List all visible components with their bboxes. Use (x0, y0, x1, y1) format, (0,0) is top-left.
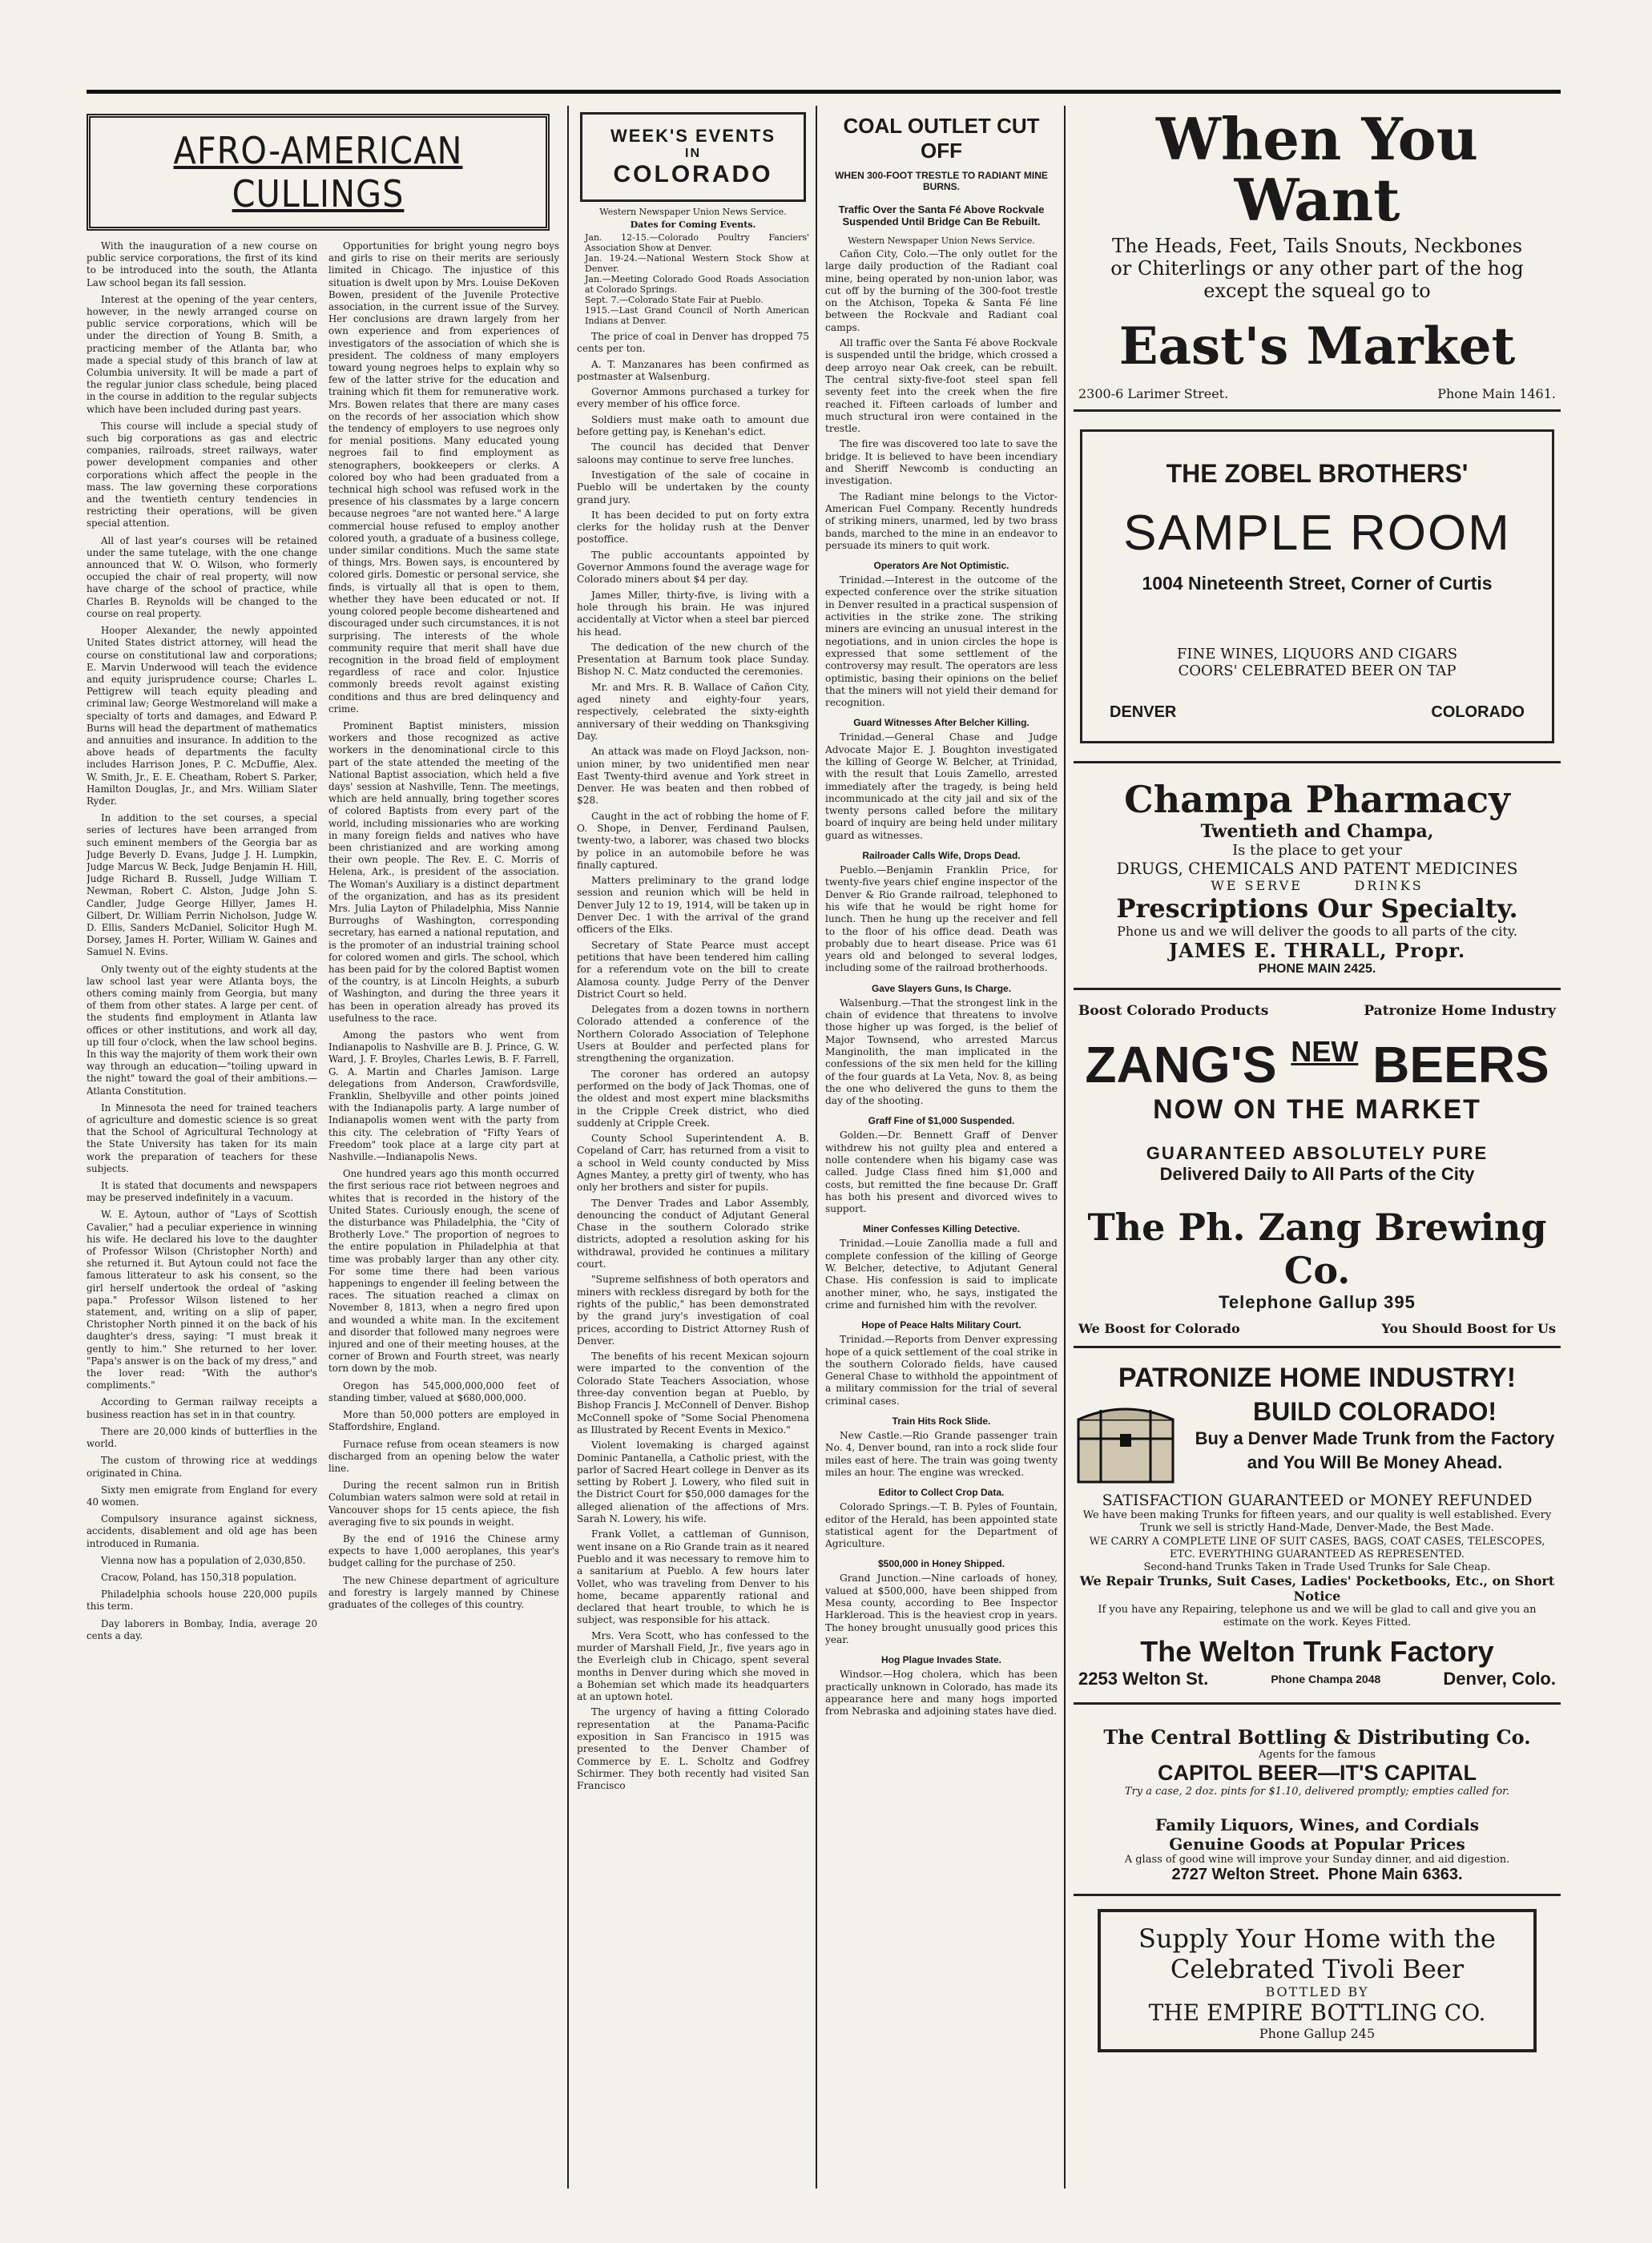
news-item-heading: Graff Fine of $1,000 Suspended. (868, 1115, 1015, 1127)
champa-line2: DRUGS, CHEMICALS AND PATENT MEDICINES (1116, 859, 1518, 879)
zang-headline-new: NEW (1291, 1035, 1359, 1069)
east-market-name: East's Market (1118, 316, 1516, 377)
tivoli-line2: Celebrated Tivoli Beer (1170, 1954, 1465, 1985)
zang-top-left: Boost Colorado Products (1078, 1003, 1269, 1020)
welton-phone: Phone Champa 2048 (1271, 1672, 1381, 1685)
news-paragraph: Caught in the act of robbing the home of F. O. Shope, in Denver, Ferdinand Paulsen, twenty-two, a laborer, was chased two blocks by police in an automobile before he was finally captured. (577, 810, 809, 871)
news-paragraph: Soldiers must make oath to amount due before getting pay, is Kenehan's edict. (577, 413, 809, 438)
article-paragraph: During the recent salmon run in British Columbian waters salmon were sold at retail in Vancouver shops for 15 cents apiece, the fish averaging five to six pounds in weight. (328, 1480, 559, 1528)
news-item-heading: Miner Confesses Killing Detective. (862, 1223, 1021, 1235)
news-item-heading: $500,000 in Honey Shipped. (877, 1558, 1005, 1570)
afro-american-cullings-section (87, 106, 559, 2189)
coal-deck: WHEN 300-FOOT TRESTLE TO RADIANT MINE BURNS. (835, 170, 1048, 192)
zang-guaranteed: GUARANTEED ABSOLUTELY PURE (1146, 1143, 1489, 1164)
article-paragraph: The custom of throwing rice at weddings originated in China. (87, 1455, 317, 1479)
article-paragraph: Interest at the opening of the year centers, however, in the newly arranged course on public service corporations, which will be under the direction of Young B. Smith, a practicing member of the Atlanta bar, who made a special study of this branch of law at Columbia university. It will be made a part of the regular junior class schedule, being placed in the course in addition to the regular subjects which have been included during past years. (87, 293, 317, 415)
news-paragraph: Mrs. Vera Scott, who has confessed to the murder of Marshall Field, Jr., five years ago in the Everleigh club in Chicago, spent several months in Denver during which she moved in a Bohemian set which made its headquarters at an uptown hotel. (577, 1629, 809, 1703)
zobel-state: COLORADO (1431, 703, 1525, 722)
news-paragraph: County School Superintendent A. B. Copeland of Carr, has returned from a visit to a school in Weld county conducted by Miss Agnes Mantey, a pretty girl of twenty, who has only her brothers and sister for pupils. (577, 1133, 809, 1194)
news-paragraph: The urgency of having a fitting Colorado representation at the Panama-Pacific exposition in San Francisco in 1915 was presented to the Denver Chamber of Commerce by E. L. Scholtz and Godfrey Schirmer. They both recently had visited San Francisco (577, 1706, 809, 1792)
welton-secondhand: Second-hand Trunks Taken in Trade Used Trunks for Sale Cheap. (1143, 1561, 1491, 1574)
news-item-heading: Railroader Calls Wife, Drops Dead. (862, 850, 1021, 862)
tivoli-phone: Phone Gallup 245 (1259, 2026, 1376, 2042)
news-paragraph: All traffic over the Santa Fé above Rockvale is suspended until the bridge, which crossed a deep arroyo near Oak creek, can be rebuilt. The central sixty-five-foot steel span fell seventy feet into the creek when the fire reached it. Fifteen carloads of lumber and much structural iron were contained in the trestle. (825, 337, 1058, 435)
news-item-text: Trinidad.—General Chase and Judge Advocate Major E. J. Boughton investigated the killing of George W. Belcher, at Trinidad, with the result that Louis Zamello, arrested immediately after the tragedy, is being held incommunicado at the city jail and six of the twenty persons called before the military board of inquiry are being held under military guard as witnesses. (825, 731, 1058, 841)
column-rule (567, 106, 569, 2189)
advertisements-column (1074, 106, 1561, 2189)
central-bottling-ad (1074, 1705, 1561, 1896)
article-paragraph: Sixty men emigrate from England for every 40 women. (87, 1484, 317, 1508)
welton-quality: We have been making Trunks for fifteen years, and our quality is well established. Every Trunk we sell is strictly Hand-Made, Denver-Made, the Best Made. (1082, 1509, 1552, 1535)
coal-outlet-section (825, 106, 1058, 2189)
news-paragraph: Governor Ammons purchased a turkey for every member of his office force. (577, 386, 809, 410)
event-date-item: Jan.—Meeting Colorado Good Roads Association at Colorado Springs. (585, 274, 809, 295)
article-paragraph: Vienna now has a population of 2,030,850. (101, 1554, 306, 1566)
welton-patronize: PATRONIZE HOME INDUSTRY! (1118, 1363, 1517, 1394)
tivoli-empire: THE EMPIRE BOTTLING CO. (1148, 1999, 1486, 2027)
coal-deck-2: Traffic Over the Santa Fé Above Rockvale Suspended Until Bridge Can Be Rebuilt. (838, 203, 1045, 228)
welton-estimate: If you have any Repairing, telephone us and we will be glad to call and give you an estimate on the work. Keyes Fitted. (1098, 1604, 1537, 1629)
news-paragraph: The Denver Trades and Labor Assembly, denouncing the conduct of Adjutant General Chase in the southern Colorado strike districts, adopted a resolution asking for his withdrawal, provided he continues a military court. (577, 1197, 809, 1270)
dates-heading: Dates for Coming Events. (630, 219, 756, 230)
champa-line3: WE SERVE DRINKS (1211, 878, 1424, 894)
east-market-ad (1074, 106, 1561, 412)
zobel-ad-box (1080, 429, 1554, 743)
article-paragraph: Philadelphia schools house 220,000 pupils this term. (87, 1589, 317, 1613)
news-service-credit: Western Newspaper Union News Service. (599, 207, 787, 217)
news-paragraph: Violent lovemaking is charged against Dominic Pantanella, a Catholic priest, with the parlor of Sacred Heart college in Denver as its setting by Robert J. Lowery, who filed suit in the District Court for $50,000 damages for the alleged alienation of the affections of Mrs. Sarah N. Lowery, his wife. (577, 1440, 809, 1525)
news-paragraph: James Miller, thirty-five, is living with a hole through his brain. He was injured accidentally at Victor when a steel bar pierced his head. (577, 589, 809, 638)
champa-specialty: Prescriptions Our Specialty. (1116, 893, 1518, 924)
east-address: 2300-6 Larimer Street. (1078, 386, 1229, 402)
article-paragraph: In Minnesota the need for trained teachers of agriculture and domestic science is so great that the School of Agricultural Technology at the State University has taken for its main work the preparation of teachers for these subjects. (87, 1101, 317, 1174)
news-paragraph: A. T. Manzanares has been confirmed as postmaster at Walsenburg. (577, 358, 809, 382)
event-date-item: Sept. 7.—Colorado State Fair at Pueblo. (585, 295, 764, 305)
zobel-address: 1004 Nineteenth Street, Corner of Curtis (1142, 573, 1493, 594)
article-paragraph: One hundred years ago this month occurred the first serious race riot between negroes and whites that is recorded in the history of the United States. Curiously enough, the scene of the disturbance was Philadelphia, the "City of Brotherly Love." The proportion of negroes to the entire population in Philadelphia at that time was probably larger than any other city. For some time there had been various happenings to engender ill feeling between the races. The situation reached a climax on November 8, 1813, when a negro fired upon and wounded a white man. In the excitement and disorder that followed many negroes were injured and one of their meeting houses, at the corner of Brown and Fourth street, was nearly torn down by the mob. (328, 1168, 559, 1375)
article-paragraph: This course will include a special study of such big corporations as gas and electric companies, railroads, street railways, water power development companies and other corporations which affect the people in the mass. The law governing these corporations and the twentieth century tendencies in restricting their operations, will be given special attention. (87, 420, 317, 530)
news-item-text: Trinidad.—Interest in the outcome of the expected conference over the strike situation in Denver resulted in a practical suspension of activities in the strike zone. The striking miners are evincing an unusual interest in the negotiations, and in union circles the hope is expressed that some settlement of the controversy may result. The operators are less optimistic, basing their opinions on the belief that the miners will not yield their demand for recognition. (825, 574, 1058, 709)
welton-trunk-ad (1074, 1348, 1561, 1705)
article-paragraph: Day laborers in Bombay, India, average 20 cents a day. (87, 1617, 317, 1641)
news-item-text: Colorado Springs.—T. B. Pyles of Fountain, editor of the Herald, has been appointed state statistical agent for the Department of Agriculture. (825, 1501, 1058, 1550)
article-paragraph: More than 50,000 potters are employed in Staffordshire, England. (328, 1409, 559, 1433)
news-paragraph: The benefits of his recent Mexican sojourn were imparted to the convention of the Colorado State Teachers Association, whose three-day convention began at Pueblo, by Bishop Francis J. McConnell of Denver. Bishop McConnell spoke of "Some Social Phenomena as Illustrated by Recent Events in Mexico." (577, 1351, 809, 1436)
welton-buy: Buy a Denver Made Trunk from the Factory and You Will Be Money Ahead. (1195, 1428, 1555, 1472)
zobel-wines: FINE WINES, LIQUORS AND CIGARS (1176, 646, 1458, 663)
zang-headline (1074, 1035, 1561, 1094)
news-item-text: Trinidad.—Reports from Denver expressing hope of a quick settlement of the coal strike in the southern Colorado fields, have caused General Chase to withhold the appointment of a military commission for the trial of several criminal cases. (825, 1334, 1058, 1407)
article-paragraph: Opportunities for bright young negro boys and girls to rise on their merits are seriously limited in Chicago. The injustice of this situation is dwelt upon by Mrs. Louise DeKoven Bowen, president of the Juvenile Protective association, in the current issue of the Survey. Her conclusions are drawn largely from her own experience and from experiences of investigators of the association of which she is president. The coldness of many employers toward young negroes helps to explain why so few of the latter strive for the education and training which fit them for remunerative work. Mrs. Bowen relates that there are many cases on the records of her association which show the tendency of employers to use negroes only for menial positions. Many educated young negroes fail to find employment as stenographers, bookkeepers or clerks. A colored boy who had been graduated from a technical high school was refused work in the presence of his classmates by a large concern because negroes "are not wanted here." A large commercial house refused to employ another colored youth, a graduate of a business college, under similar conditions. Much the same state of things, Mrs. Bowen says, is encountered by colored girls. Domestic or personal service, she finds, is virtually all that is open to them, whether they have been educated or not. If young colored people become disheartened and discouraged under such circumstances, it is not surprising. The interests of the whole community require that merit shall have due recognition in the broad field of employment regardless of race and color. Injustice commonly breeds revolt against existing conditions and thus are bred delinquency and crime. (328, 240, 559, 715)
weeks-events-title-line1: WEEK'S EVENTS (610, 126, 776, 146)
weeks-events-title-line2: IN (685, 147, 701, 160)
zang-bottom-right: You Should Boost for Us (1381, 1321, 1556, 1337)
east-phone: Phone Main 1461. (1437, 386, 1556, 402)
news-paragraph: Cañon City, Colo.—The only outlet for the large daily production of the Radiant coal mine, being operated by non-union labor, was cut off by the burning of the 300-foot trestle on the Atchison, Topeka & Santa Fé line between the Rockvale and Radiant coal camps. (825, 248, 1058, 333)
cullings-title-box (87, 114, 550, 231)
welton-name: The Welton Trunk Factory (1140, 1634, 1494, 1668)
champa-line1: Is the place to get your (1232, 842, 1402, 860)
weeks-events-title-box (580, 112, 806, 202)
tivoli-bottled-by: BOTTLED BY (1265, 1984, 1369, 2000)
article-paragraph: With the inauguration of a new course on public service corporations, the first of its kind to be introduced into the south, the Atlanta Law school began its fall session. (87, 240, 317, 288)
article-paragraph: Cracow, Poland, has 150,318 population. (101, 1571, 297, 1583)
news-item-heading: Guard Witnesses After Belcher Killing. (853, 717, 1029, 729)
news-paragraph: The dedication of the new church of the Presentation at Barnum took place Sunday. Bishop N. C. Matz conducted the ceremonies. (577, 641, 809, 678)
east-ad-line2: The Heads, Feet, Tails Snouts, Neckbones (1111, 235, 1523, 258)
news-paragraph: The council has decided that Denver saloons may continue to serve free lunches. (577, 441, 809, 465)
article-paragraph: By the end of 1916 the Chinese army expects to have 1,000 aeroplanes, this year's budget calling for the purchase of 250. (328, 1532, 559, 1569)
article-paragraph: Prominent Baptist ministers, mission workers and those recognized as active workers in the denominational circle to this part of the state attended the meeting of the National Baptist association, which held a five days' session at Nashville, Tenn. The meetings, which are held annually, bring together scores of colored Baptists from every part of the world, including missionaries who are working in many foreign fields and natives who have been christianized and are working among their own people. The Rev. E. C. Morris of Helena, Ark., is president of the association. The Woman's Auxiliary is a distinct department of the organization, and has as its president Mrs. Julia Layton of Philadelphia, Miss Nannie Burroughs of Washington, corresponding secretary, has earned a national reputation, and is the promoter of an industrial training school for colored women and girls. The school, which has been paid for by the colored Baptist women of the country, is at Lincoln Heights, a suburb of Washington, and during the three years it has been in operation already has proved its usefulness to the race. (328, 719, 559, 1024)
news-item-heading: Gave Slayers Guns, Is Charge. (871, 982, 1012, 994)
article-paragraph: Furnace refuse from ocean steamers is now discharged from an opening below the water line. (328, 1438, 559, 1474)
cullings-subcolumn-right (328, 240, 559, 1647)
central-agents: Agents for the famous (1259, 1748, 1376, 1761)
news-paragraph: Mr. and Mrs. R. B. Wallace of Cañon City, aged ninety and eighty-four years, respectively, celebrated the sixty-eighth anniversary of their wedding on Thanksgiving Day. (577, 681, 809, 742)
champa-proprietor: JAMES E. THRALL, Propr. (1168, 939, 1466, 963)
article-paragraph: Only twenty out of the eighty students at the law school last year were Atlanta boys, the others coming mainly from Georgia, but many of them from other states. A large per cent. of the students find employment in Atlanta law offices or other institutions, and work all day, up till four o'clock, when the law school begins. In this way the majority of them work their own way through an education—"toiling upward in the night" toward the goal of their ambitions.—Atlanta Constitution. (87, 963, 317, 1097)
news-item-heading: Hog Plague Invades State. (880, 1654, 1002, 1666)
news-item-text: Trinidad.—Louie Zanollia made a full and complete confession of the killing of George W. Belcher, detective, to Adjutant General Chase. His confession is said to implicate another miner, who, he says, instigated the crime and furnished him with the revolver. (825, 1238, 1058, 1311)
champa-pharmacy-ad (1074, 763, 1561, 990)
coal-news-items (825, 560, 1058, 1717)
news-paragraph: Secretary of State Pearce must accept petitions that have been tendered him calling for a referendum vote on the bill to create Alamosa county. Judge Perry of the Denver District Court so held. (577, 939, 809, 1000)
welton-repair: We Repair Trunks, Suit Cases, Ladies' Pocketbooks, Etc., on Short Notice (1079, 1573, 1555, 1605)
welton-city: Denver, Colo. (1443, 1668, 1556, 1689)
news-paragraph: Matters preliminary to the grand lodge session and reunion which will be held in Denver July 12 to 19, 1914, will be taken up in Denver Dec. 1 with the arrival of the grand officers of the Elks. (577, 875, 809, 936)
zang-headline-a: ZANG'S (1085, 1036, 1277, 1094)
dates-list (577, 232, 809, 326)
news-paragraph: Delegates from a dozen towns in northern Colorado attended a conference of the Northern Colorado Association of Telephone Users at Boulder and perfected plans for strengthening the organization. (577, 1004, 809, 1065)
zang-headline-beers: BEERS (1372, 1036, 1549, 1094)
zang-delivered: Delivered Daily to All Parts of the City (1159, 1164, 1475, 1185)
news-paragraph: An attack was made on Floyd Jackson, non-union miner, by two unidentified men near East Twenty-third avenue and York street in Denver. He was beaten and then robbed of $28. (577, 746, 809, 807)
news-item-text: Golden.—Dr. Bennett Graff of Denver withdrew his not guilty plea and entered a nolle contendere when his bigamy case was called. Judge Class fined him $1,000 and costs, but remitted the fine because Dr. Graff has both his present and divorced wives to support. (825, 1130, 1058, 1215)
central-name: The Central Bottling & Distributing Co. (1103, 1725, 1531, 1749)
news-item-heading: Train Hits Rock Slide. (892, 1415, 991, 1428)
article-paragraph: Hooper Alexander, the newly appointed United States district attorney, will head the course on constitutional law and corporations; E. Marvin Underwood will teach the evidence and equity jurisprudence course; Charles L. Pettigrew will teach equity pleading and criminal law; George Westmoreland will make a specialty of torts and damages, and Edward P. Burns will head the department of mathematics and annuities and insurance. In addition to the above heads of departments the faculty includes Harrison Jones, P. C. McDuffie, Alex. W. Smith, Jr., E. E. Cheatham, Robert S. Parker, Hamilton Douglas, Jr., and Mrs. William Slater Ryder. (87, 625, 317, 807)
top-rule (87, 90, 1561, 94)
news-item-heading: Operators Are Not Optimistic. (873, 560, 1009, 572)
zobel-ad (1074, 412, 1561, 763)
coal-headline: COAL OUTLET CUT OFF (843, 114, 1040, 163)
tivoli-ad-box (1098, 1909, 1537, 2053)
zobel-name: THE ZOBEL BROTHERS' (1166, 459, 1469, 489)
zang-beer-ad (1074, 990, 1561, 1348)
events-paragraphs (577, 331, 809, 1793)
article-paragraph: W. E. Aytoun, author of "Lays of Scottish Cavalier," had a peculiar experience in winning his wife. He declared his love to the daughter of Professor Wilson (Christopher North) and she returned it. But Aytoun could not face the famous litterateur to ask his consent, so the girl herself undertook the ordeal of "asking papa." Professor Wilson listened to her statement, and, writing on a slip of paper, Christopher North pinned it on the back of his daughter's dress, saying: "I must break it gently to him." She returned to her lover. "Papa's answer is on the back of my dress," and the lover read: "With the author's compliments." (87, 1209, 317, 1391)
news-paragraph: The Radiant mine belongs to the Victor-American Fuel Company. Recently hundreds of striking miners, unarmed, led by two brass bands, marched to the mine in an endeavor to persuade its miners to quit work. (825, 490, 1058, 551)
east-ad-line3: or Chiterlings or any other part of the hog (1110, 257, 1524, 280)
central-glass: A glass of good wine will improve your Sunday dinner, and aid digestion. (1124, 1853, 1510, 1866)
newspaper-page (87, 90, 1561, 2189)
news-paragraph: "Supreme selfishness of both operators and miners with reckless disregard by both for the rights of the public," has been demonstrated by the grand jury's investigation of coal prices, according to District Attorney Rush of Denver. (577, 1274, 809, 1347)
news-paragraph: Investigation of the sale of cocaine in Pueblo will be undertaken by the county grand jury. (577, 469, 809, 505)
east-ad-line4: except the squeal go to (1203, 280, 1431, 303)
article-paragraph: In addition to the set courses, a special series of lectures have been arranged from such eminent members of the Georgia bar as Judge Beverly D. Evans, Judge J. H. Lumpkin, Judge Marcus W. Beck, Judge Benjamin H. Hill, Judge Richard B. Russell, Judge William T. Newman, Robert C. Alston, Judge John S. Candler, Judge George Hillyer, James H. Gilbert, Dr. William Perrin Nicholson, Judge W. D. Ellis, Sanders McDaniel, Solicitor Hugh M. Dorsey, James H. Porter, William W. Gaines and Samuel N. Evins. (87, 812, 317, 958)
tivoli-line1: Supply Your Home with the (1138, 1923, 1496, 1954)
trunk-illustration-icon (1074, 1399, 1178, 1487)
news-item-text: Pueblo.—Benjamin Franklin Price, for twenty-five years chief engine inspector of the Denver & Rio Grande railroad, telephoned to his wife that he would be right home for lunch. Then he hung up the receiver and fell to the floor of his office dead. Death was probably due to heart disease. Price was 61 years old and belonged to several lodges, including some of the railroad brotherhoods. (825, 864, 1058, 974)
news-paragraph: The public accountants appointed by Governor Ammons found the average wage for Colorado miners about $4 per day. (577, 549, 809, 586)
champa-name: Champa Pharmacy (1124, 778, 1510, 822)
zang-bottom-left: We Boost for Colorado (1078, 1321, 1240, 1337)
column-rule (1064, 106, 1066, 2189)
article-paragraph: According to German railway receipts a business reaction has set in in that country. (87, 1396, 317, 1420)
news-paragraph: The coroner has ordered an autopsy performed on the body of Jack Thomas, one of the oldest and most expert mine blacksmiths in the Cripple Creek district, who died suddenly at Cripple Creek. (577, 1068, 809, 1129)
central-capitol-beer: CAPITOL BEER—IT'S CAPITAL (1158, 1760, 1477, 1785)
article-paragraph: Compulsory insurance against sickness, accidents, disablement and old age has been introduced in Rumania. (87, 1513, 317, 1549)
article-paragraph: Oregon has 545,000,000,000 feet of standing timber, valued at $680,000,000. (328, 1379, 559, 1403)
zobel-city: DENVER (1110, 703, 1177, 722)
event-date-item: Jan. 19-24.—National Western Stock Show at Denver. (585, 253, 809, 274)
cullings-title: AFRO-AMERICAN CULLINGS (173, 129, 463, 215)
news-item-heading: Hope of Peace Halts Military Court. (861, 1319, 1021, 1331)
news-item-text: New Castle.—Rio Grande passenger train No. 4, Denver bound, ran into a rock slide four miles east of here. The train was going twenty miles an hour. The engine was wrecked. (825, 1430, 1058, 1478)
article-paragraph: There are 20,000 kinds of butterflies in the world. (87, 1425, 317, 1450)
article-paragraph: All of last year's courses will be retained under the same tutelage, with the one change announced that W. O. Wilson, who formerly occupied the chair of real property, will now have charge of the school of practice, while Charles B. Reynolds will be changed to the course on real property. (87, 534, 317, 619)
welton-satisfaction: SATISFACTION GUARANTEED or MONEY REFUNDED (1102, 1492, 1533, 1510)
tivoli-ad (1074, 1896, 1561, 2053)
column-rule (816, 106, 817, 2189)
zang-on-market: NOW ON THE MARKET (1153, 1094, 1481, 1126)
welton-line: WE CARRY A COMPLETE LINE OF SUIT CASES, BAGS, COAT CASES, TELESCOPES, ETC. EVERYTHING GUARANTEED AS REPRESENTED. (1089, 1535, 1545, 1560)
news-item-text: Windsor.—Hog cholera, which has been practically unknown in Colorado, has made its appearance here and many hogs imported from Nebraska and adjoining states have died. (825, 1669, 1058, 1717)
coal-lead-paragraphs (825, 248, 1058, 552)
zobel-sample-room: SAMPLE ROOM (1123, 505, 1511, 562)
event-date-item: 1915.—Last Grand Council of North American Indians at Denver. (585, 305, 809, 326)
news-paragraph: The fire was discovered too late to save the bridge. It is believed to have been incendiary and Sheriff Newcomb is conducting an investigation. (825, 438, 1058, 487)
weeks-events-title-line3: COLORADO (613, 161, 773, 187)
cullings-subcolumn-left (87, 240, 317, 1647)
zang-company: The Ph. Zang Brewing Co. (1087, 1206, 1547, 1293)
coal-news-service: Western Newspaper Union News Service. (848, 236, 1035, 246)
article-paragraph: The new Chinese department of agriculture and forestry is largely manned by Chinese graduates of the colleges of this country. (328, 1574, 559, 1610)
news-paragraph: The price of coal in Denver has dropped 75 cents per ton. (577, 331, 809, 355)
central-genuine: Genuine Goods at Popular Prices (1169, 1834, 1465, 1854)
champa-address: Twentieth and Champa, (1200, 821, 1434, 843)
central-address: 2727 Welton Street. Phone Main 6363. (1171, 1865, 1463, 1883)
zang-phone: Telephone Gallup 395 (1219, 1292, 1416, 1313)
central-family: Family Liquors, Wines, and Cordials (1154, 1814, 1480, 1834)
news-paragraph: It has been decided to put on forty extra clerks for the holiday rush at the Denver postoffice. (577, 509, 809, 546)
central-try: Try a case, 2 doz. pints for $1.10, delivered promptly; empties called for. (1124, 1785, 1510, 1798)
weeks-events-section (577, 106, 809, 2189)
news-item-text: Walsenburg.—That the strongest link in the chain of evidence that threatens to involve those higher up was forged, is the belief of Major Townsend, who arrested Marcus Manginolith, the man implicated in the confessions of the six men held for the killing of the four guards at La Veta, Nov. 8, as being the one who delivered the guns to them the day of the shooting. (825, 997, 1058, 1107)
champa-phone: PHONE MAIN 2425. (1258, 962, 1376, 977)
welton-build: BUILD COLORADO! (1253, 1397, 1497, 1427)
article-paragraph: Among the pastors who went from Indianapolis to Nashville are B. J. Prince, G. W. Ward, J. F. Broyles, Charles Lewis, B. F. Farrell, G. A. Martin and Charles Jamison. Large delegations from Anderson, Crawfordsville, Franklin, Shelbyville and other points joined with the Indianapolis party. A large number of Indianapolis women went with the party from this city. The celebration of "Fifty Years of Freedom" took place at a large city part at Nashville.—Indianapolis News. (328, 1029, 559, 1163)
zobel-coors: COORS' CELEBRATED BEER ON TAP (1178, 662, 1457, 680)
welton-address: 2253 Welton St. (1078, 1668, 1209, 1689)
champa-line5: Phone us and we will deliver the goods to all parts of the city. (1117, 924, 1517, 940)
article-paragraph: It is stated that documents and newspapers may be preserved indefinitely in a vacuum. (87, 1180, 317, 1204)
news-item-heading: Editor to Collect Crop Data. (878, 1487, 1005, 1499)
news-paragraph: Frank Vollet, a cattleman of Gunnison, went insane on a Rio Grande train as it neared Pueblo and it was necessary to remove him to a sanitarium at Pueblo. A few hours later Vollet, who was traveling from Denver to his home, became apparently rational and declared that heart trouble, to which he is subject, was responsible for his attack. (577, 1528, 809, 1626)
news-item-text: Grand Junction.—Nine carloads of honey, valued at $500,000, have been shipped from Mesa county, according to Bee Inspector Harkleroad. This is the heaviest crop in years. The honey brought unusually good prices this year. (825, 1573, 1058, 1645)
east-ad-headline: When You Want (1156, 106, 1478, 234)
zang-top-right: Patronize Home Industry (1364, 1003, 1556, 1020)
event-date-item: Jan. 12-15.—Colorado Poultry Fanciers' Association Show at Denver. (585, 232, 809, 253)
